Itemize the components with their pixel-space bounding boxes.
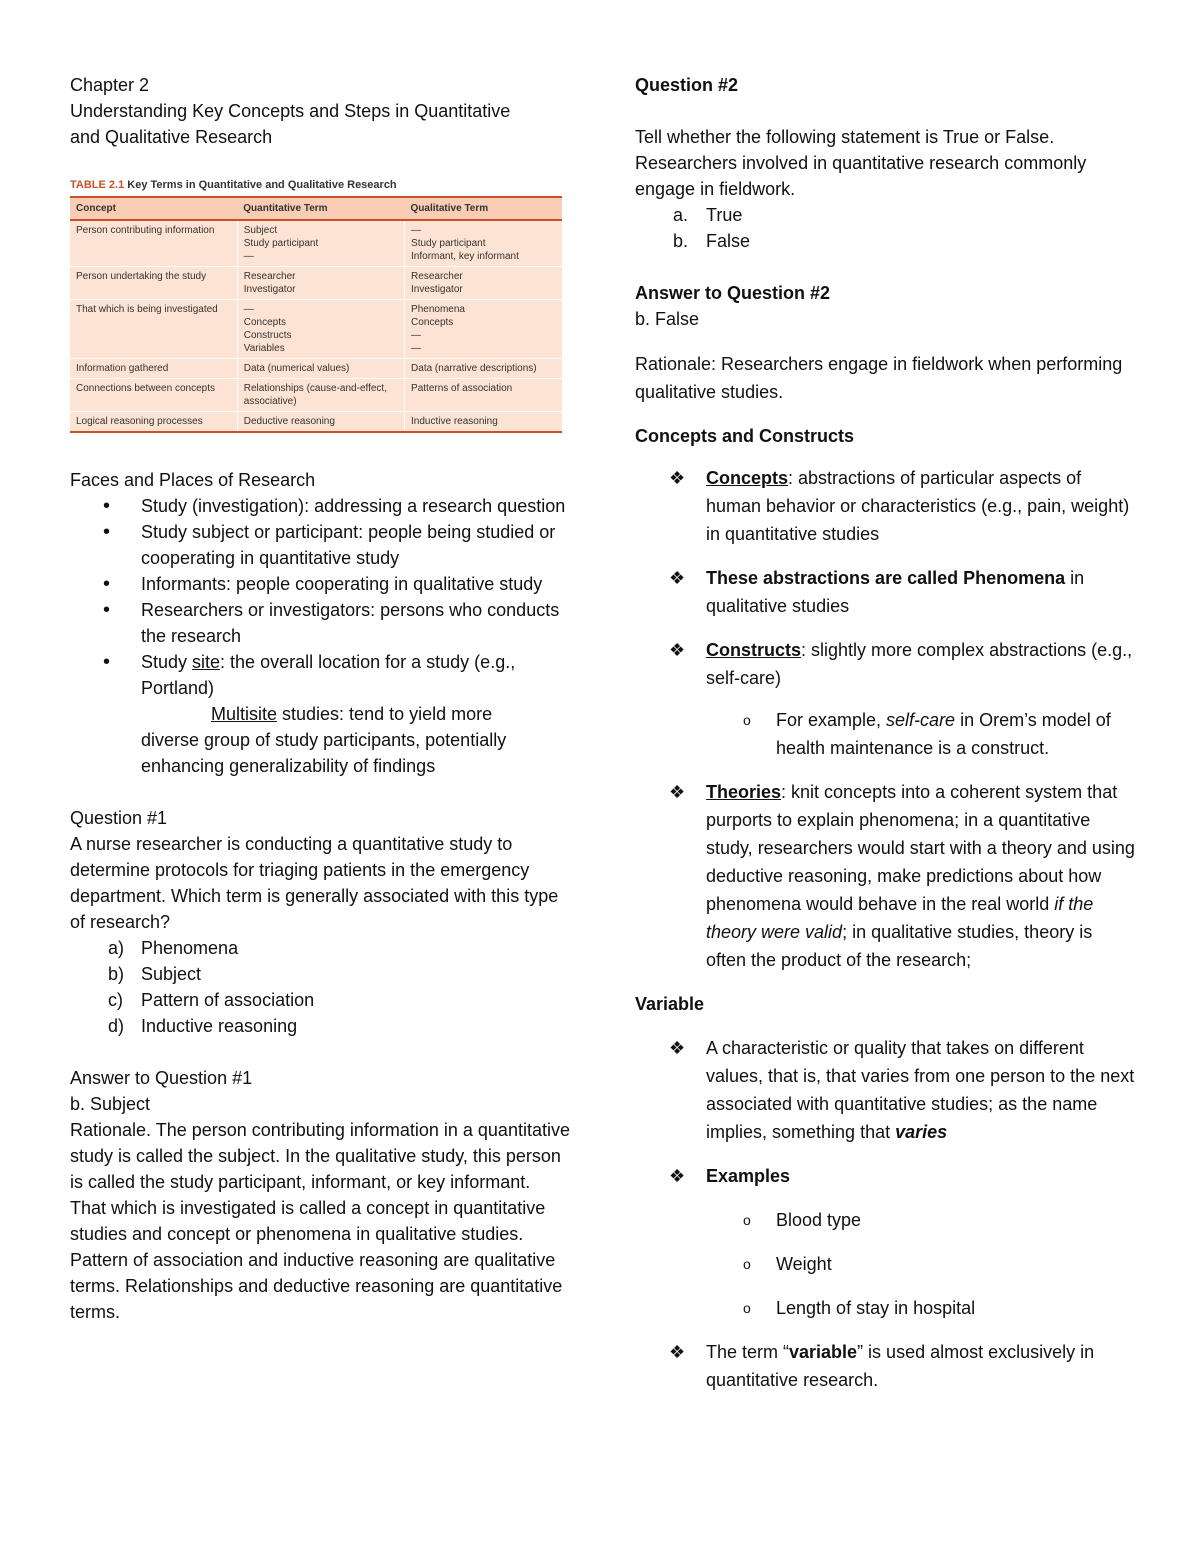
table-cell: Person undertaking the study <box>70 267 237 300</box>
term-post: ” is used almost exclusively in quantitative research. <box>706 1342 1095 1390</box>
table-header-cell: Concept <box>70 197 237 220</box>
list-item: • Informants: people cooperating in qualitative study <box>70 571 570 597</box>
q2-text: Tell whether the following statement is True or False. Researchers involved in quantitative research commonly engage in fieldwork. <box>635 127 1087 199</box>
option-text: False <box>706 231 751 251</box>
example-pre: For example, <box>776 710 887 730</box>
q2-options <box>635 202 1135 254</box>
diamond-bullet-icon: ❖ <box>669 1038 686 1058</box>
circle-bullet-icon: o <box>743 712 751 728</box>
cell-line: Data (narrative descriptions) <box>411 363 537 374</box>
multisite-line <box>70 701 570 727</box>
example-italic: self-care <box>886 710 956 730</box>
option-text: Inductive reasoning <box>141 1016 298 1036</box>
chapter-label: Chapter 2 <box>70 75 150 95</box>
term-list <box>635 1338 1135 1394</box>
theories-term: Theories <box>706 782 782 802</box>
table-row <box>70 412 562 433</box>
constructs-term: Constructs <box>706 640 802 660</box>
list-item <box>70 649 570 701</box>
variable-heading: Variable <box>635 994 705 1014</box>
concepts-term: Concepts <box>706 468 789 488</box>
example-item: Weight <box>776 1254 832 1274</box>
table-label: TABLE 2.1 <box>70 179 125 191</box>
examples-sublist <box>635 1206 1135 1322</box>
phenomena-rest: in qualitative studies <box>706 568 1085 616</box>
cell-line: Variables <box>243 343 285 354</box>
circle-bullet-icon: o <box>743 1300 751 1316</box>
diamond-bullet-icon: ❖ <box>669 782 686 802</box>
multisite-cont2: enhancing generalizability of findings <box>141 756 436 776</box>
option-label: b) <box>108 964 125 984</box>
table-cell <box>237 379 404 412</box>
left-column <box>70 72 570 1325</box>
q1-option <box>70 961 570 987</box>
option-label: a) <box>108 938 125 958</box>
variable-varies: varies <box>895 1122 948 1142</box>
q2-heading: Question #2 <box>635 75 739 95</box>
cell-line: Concepts <box>411 317 454 328</box>
theories-def: : knit concepts into a coherent system that purports to explain phenomena; in a quantitative study, researchers would start with a theory and using deductive reasoning, make predictions about how phenomena would behave in the real world <box>706 782 1135 914</box>
option-text: True <box>706 205 743 225</box>
table-row <box>70 220 562 267</box>
cell-line: Patterns of association <box>411 383 513 394</box>
q1-text: A nurse researcher is conducting a quantitative study to determine protocols for triaging patients in the emergency department. Which term is generally associated with this type of research? <box>70 834 559 932</box>
cell-line: Study participant <box>243 238 319 249</box>
table-cell <box>405 359 562 379</box>
table-header-cell: Quantitative Term <box>237 197 404 220</box>
a2-answer: b. False <box>635 309 700 329</box>
a2-rationale: Rationale: Researchers engage in fieldwork when performing qualitative studies. <box>635 354 1123 402</box>
q2-option <box>635 228 1135 254</box>
diamond-bullet-icon: ❖ <box>669 1342 686 1362</box>
list-item <box>635 1162 1135 1190</box>
cell-line: — <box>243 251 254 262</box>
concepts-list <box>635 464 1135 692</box>
cell-line: Subject <box>243 225 278 236</box>
table-row <box>70 379 562 412</box>
table-cell: Logical reasoning processes <box>70 412 237 433</box>
list-item <box>635 1338 1135 1394</box>
theories-italic: if the theory were valid <box>706 894 1094 942</box>
table-header-cell: Qualitative Term <box>405 197 562 220</box>
site-term: site <box>192 652 221 672</box>
list-item <box>635 1206 1135 1234</box>
list-item <box>635 564 1135 620</box>
example-post: in Orem’s model of health maintenance is a construct. <box>776 710 1111 758</box>
cell-line: — <box>411 330 422 341</box>
concepts-def: : abstractions of particular aspects of human behavior or characteristics (e.g., pain, weight) in quantitative studies <box>706 468 1130 544</box>
diamond-bullet-icon: ❖ <box>669 568 686 588</box>
table-header-row <box>70 197 562 220</box>
cell-line: Investigator <box>411 284 463 295</box>
option-text: Pattern of association <box>141 990 315 1010</box>
option-label: d) <box>108 1016 125 1036</box>
option-text: Phenomena <box>141 938 239 958</box>
cell-line: Relationships (cause-and-effect, <box>243 383 387 394</box>
option-label: b. <box>673 231 689 251</box>
cell-line: Inductive reasoning <box>411 416 498 427</box>
faces-list <box>70 493 570 701</box>
constructs-def: : slightly more complex abstractions (e.g., self-care) <box>706 640 1133 688</box>
a1-answer: b. Subject <box>70 1094 151 1114</box>
list-item <box>635 636 1135 692</box>
cell-line: — <box>411 225 422 236</box>
a1-rationale: Rationale. The person contributing information in a quantitative study is called the subject. In the qualitative study, this person is called the study participant, informant, or key informant. That which is investigated is called a concept in quantitative studies and concept or phenomena in qualitative studies. Pattern of association and inductive reasoning are qualitative terms. Relationships and deductive reasoning are quantitative terms. <box>70 1120 570 1322</box>
table-cell <box>237 220 404 267</box>
list-item: • Study (investigation): addressing a research question <box>70 493 570 519</box>
key-terms-table <box>70 196 562 433</box>
list-item: • Study subject or participant: people being studied or cooperating in quantitative study <box>70 519 570 571</box>
diamond-bullet-icon: ❖ <box>669 640 686 660</box>
variable-def: A characteristic or quality that takes on different values, that is, that varies from one person to the next associated with quantitative studies; as the name implies, something that <box>706 1038 1135 1142</box>
cell-line: Investigator <box>243 284 296 295</box>
table-cell: Connections between concepts <box>70 379 237 412</box>
multisite-rest: studies: tend to yield more <box>277 704 493 724</box>
diamond-bullet-icon: ❖ <box>669 1166 686 1186</box>
multisite-term: Multisite <box>211 704 278 724</box>
right-column <box>635 72 1135 1410</box>
table-caption <box>70 178 570 192</box>
cell-line: Deductive reasoning <box>243 416 335 427</box>
cell-line: Concepts <box>243 317 287 328</box>
cell-line: associative) <box>243 396 297 407</box>
circle-bullet-icon: o <box>743 1256 751 1272</box>
option-text: Subject <box>141 964 202 984</box>
table-body <box>70 220 562 432</box>
list-item <box>635 464 1135 548</box>
list-item <box>635 1034 1135 1146</box>
q1-option <box>70 935 570 961</box>
phenomena-bold: These abstractions are called Phenomena <box>706 568 1066 588</box>
table-row <box>70 300 562 359</box>
list-item <box>635 1250 1135 1278</box>
site-post: : the overall location for a study (e.g., Portland) <box>141 652 516 698</box>
chapter-title-line2: and Qualitative Research <box>70 127 273 147</box>
table-cell: Person contributing information <box>70 220 237 267</box>
theories-post: ; in qualitative studies, theory is often the product of the research; <box>706 922 1093 970</box>
cell-line: Phenomena <box>411 304 465 315</box>
site-pre: Study <box>141 652 193 672</box>
table-row <box>70 359 562 379</box>
table-title: Key Terms in Quantitative and Qualitative Research <box>127 179 397 191</box>
table-cell <box>405 412 562 433</box>
cell-line: Researcher <box>411 271 463 282</box>
circle-bullet-icon: o <box>743 1212 751 1228</box>
term-pre: The term “ <box>706 1342 790 1362</box>
example-item: Blood type <box>776 1210 862 1230</box>
table-cell: Information gathered <box>70 359 237 379</box>
q1-options <box>70 935 570 1039</box>
option-label: c) <box>108 990 123 1010</box>
theories-list <box>635 778 1135 974</box>
term-bold: variable <box>789 1342 858 1362</box>
table-cell: That which is being investigated <box>70 300 237 359</box>
a1-heading: Answer to Question #1 <box>70 1068 253 1088</box>
cell-line: Researcher <box>243 271 296 282</box>
q1-option <box>70 987 570 1013</box>
table-cell <box>237 267 404 300</box>
concepts-heading: Concepts and Constructs <box>635 426 855 446</box>
list-item: • Researchers or investigators: persons who conducts the research <box>70 597 570 649</box>
list-item <box>635 778 1135 974</box>
a2-heading: Answer to Question #2 <box>635 283 831 303</box>
table-cell <box>237 359 404 379</box>
table-row <box>70 267 562 300</box>
cell-line: — <box>411 343 422 354</box>
list-item <box>635 706 1135 762</box>
list-item <box>635 1294 1135 1322</box>
cell-line: — <box>243 304 254 315</box>
table-cell <box>405 379 562 412</box>
cell-line: Data (numerical values) <box>243 363 350 374</box>
cell-line: Study participant <box>411 238 486 249</box>
chapter-title-line1: Understanding Key Concepts and Steps in Quantitative <box>70 101 511 121</box>
q1-option <box>70 1013 570 1039</box>
constructs-sublist <box>635 706 1135 762</box>
cell-line: Constructs <box>243 330 292 341</box>
variable-list <box>635 1034 1135 1190</box>
table-cell <box>405 220 562 267</box>
q2-option <box>635 202 1135 228</box>
faces-heading: Faces and Places of Research <box>70 470 316 490</box>
cell-line: Informant, key informant <box>411 251 519 262</box>
table-cell <box>237 300 404 359</box>
examples-heading: Examples <box>706 1166 791 1186</box>
table-cell <box>237 412 404 433</box>
table-cell <box>405 300 562 359</box>
q1-heading: Question #1 <box>70 808 168 828</box>
example-item: Length of stay in hospital <box>776 1298 976 1318</box>
diamond-bullet-icon: ❖ <box>669 468 686 488</box>
option-label: a. <box>673 205 689 225</box>
multisite-cont1: diverse group of study participants, potentially <box>141 730 507 750</box>
table-cell <box>405 267 562 300</box>
